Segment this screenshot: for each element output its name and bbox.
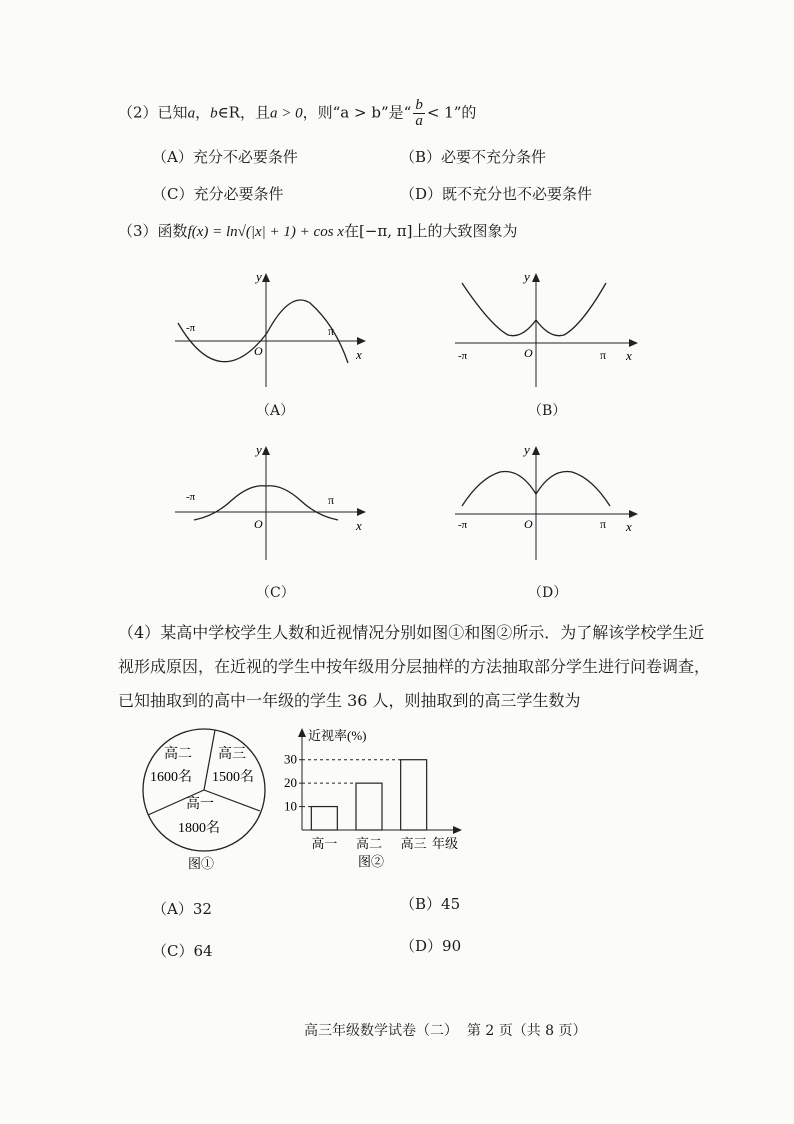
q4-option-c[interactable]: （C）64 xyxy=(152,942,213,960)
bar-chart xyxy=(280,726,470,876)
bar-3 xyxy=(401,760,427,830)
footer-title: 高三年级数学试卷（二） xyxy=(304,1023,458,1039)
y-axis-title: 近视率(%) xyxy=(308,728,367,743)
q3-stem: （3）函数f(x) = ln√(|x| + 1) + cos x在[−π, π]上的大致图象为 xyxy=(118,222,518,240)
x-axis-arrow xyxy=(629,510,638,518)
q2-stem: （2）已知a，b∈R，且a > 0，则“a > b”是“ $\frac{b}{a}$ < 1”的 xyxy=(118,97,477,129)
y-tick-label: 20 xyxy=(284,775,297,791)
y-tick-label: 10 xyxy=(284,798,297,814)
x-label: x xyxy=(356,347,362,362)
y-axis-arrow xyxy=(262,446,270,455)
q2-option-c[interactable]: （C）充分必要条件 xyxy=(152,185,284,203)
neg-pi-label: -π xyxy=(458,519,468,531)
page-footer xyxy=(304,1020,587,1040)
curve-a xyxy=(178,300,348,363)
bar-2 xyxy=(356,783,382,830)
q2-option-d[interactable]: （D）既不充分也不必要条件 xyxy=(400,185,593,203)
pie-label-grade3: 高三 xyxy=(218,747,246,762)
x-label: x xyxy=(356,518,362,533)
q4-option-a[interactable]: （A）32 xyxy=(152,900,212,918)
bar-caption: 图② xyxy=(358,854,385,869)
y-axis-arrow xyxy=(532,446,540,455)
q4-stem-line3: 已知抽取到的高中一年级的学生 36 人，则抽取到的高三学生数为 xyxy=(118,691,581,710)
x-tick-label: 高二 xyxy=(355,836,383,851)
graph-c xyxy=(170,438,370,563)
pie-count-grade2: 1600名 xyxy=(150,770,192,785)
graph-d xyxy=(450,438,640,563)
pie-label-grade2: 高二 xyxy=(164,747,192,762)
origin-label: O xyxy=(524,346,533,360)
neg-pi-label: -π xyxy=(186,491,196,503)
origin-label: O xyxy=(254,344,263,358)
pi-label: π xyxy=(328,493,335,507)
x-axis-arrow xyxy=(357,508,366,516)
pie-count-grade1: 1800名 xyxy=(178,821,220,836)
caption-a: （A） xyxy=(256,403,295,419)
y-axis-arrow xyxy=(532,273,540,282)
x-label: x xyxy=(626,519,632,534)
x-axis-arrow xyxy=(629,339,638,347)
y-axis-arrow xyxy=(298,728,306,737)
pi-label: π xyxy=(600,348,607,362)
caption-d: （D） xyxy=(528,585,568,601)
footer-page: 第 2 页（共 8 页） xyxy=(466,1023,587,1039)
pie-chart xyxy=(140,726,270,876)
x-tick-label: 高三 xyxy=(400,836,427,851)
y-label: y xyxy=(524,269,530,284)
q4-option-b[interactable]: （B）45 xyxy=(400,895,461,913)
graph-a xyxy=(170,265,370,390)
y-tick-label: 30 xyxy=(284,751,297,767)
q4-option-d[interactable]: （D）90 xyxy=(400,937,462,955)
pie-count-grade3: 1500名 xyxy=(212,770,254,785)
y-label: y xyxy=(524,442,530,457)
x-axis-arrow xyxy=(453,826,462,834)
x-axis-title: 年级 xyxy=(432,836,459,851)
origin-label: O xyxy=(254,517,263,531)
bar-1 xyxy=(311,807,337,830)
curve-b xyxy=(462,283,606,336)
x-tick-label: 高一 xyxy=(311,836,338,851)
y-axis-arrow xyxy=(262,273,270,282)
q4-stem-line1: （4）某高中学校学生人数和近视情况分别如图①和图②所示．为了解该学校学生近 xyxy=(118,623,705,642)
q2-option-a[interactable]: （A）充分不必要条件 xyxy=(152,148,298,166)
graph-b xyxy=(450,265,640,390)
neg-pi-label: -π xyxy=(458,350,468,362)
q2-fraction: $\frac{b}{a}$ xyxy=(415,97,423,129)
pie-caption: 图① xyxy=(188,856,215,871)
x-axis-arrow xyxy=(357,337,366,345)
caption-c: （C） xyxy=(256,585,295,601)
pi-label: π xyxy=(328,324,335,338)
pi-label: π xyxy=(600,517,607,531)
pie-label-grade1: 高一 xyxy=(186,797,214,812)
origin-label: O xyxy=(524,517,533,531)
caption-b: （B） xyxy=(528,403,567,419)
q4-stem-line2: 视形成原因，在近视的学生中按年级用分层抽样的方法抽取部分学生进行问卷调查， xyxy=(118,657,711,676)
neg-pi-label: -π xyxy=(186,322,196,334)
y-label: y xyxy=(256,442,262,457)
y-label: y xyxy=(256,269,262,284)
x-label: x xyxy=(626,348,632,363)
q2-option-b[interactable]: （B）必要不充分条件 xyxy=(400,148,547,166)
